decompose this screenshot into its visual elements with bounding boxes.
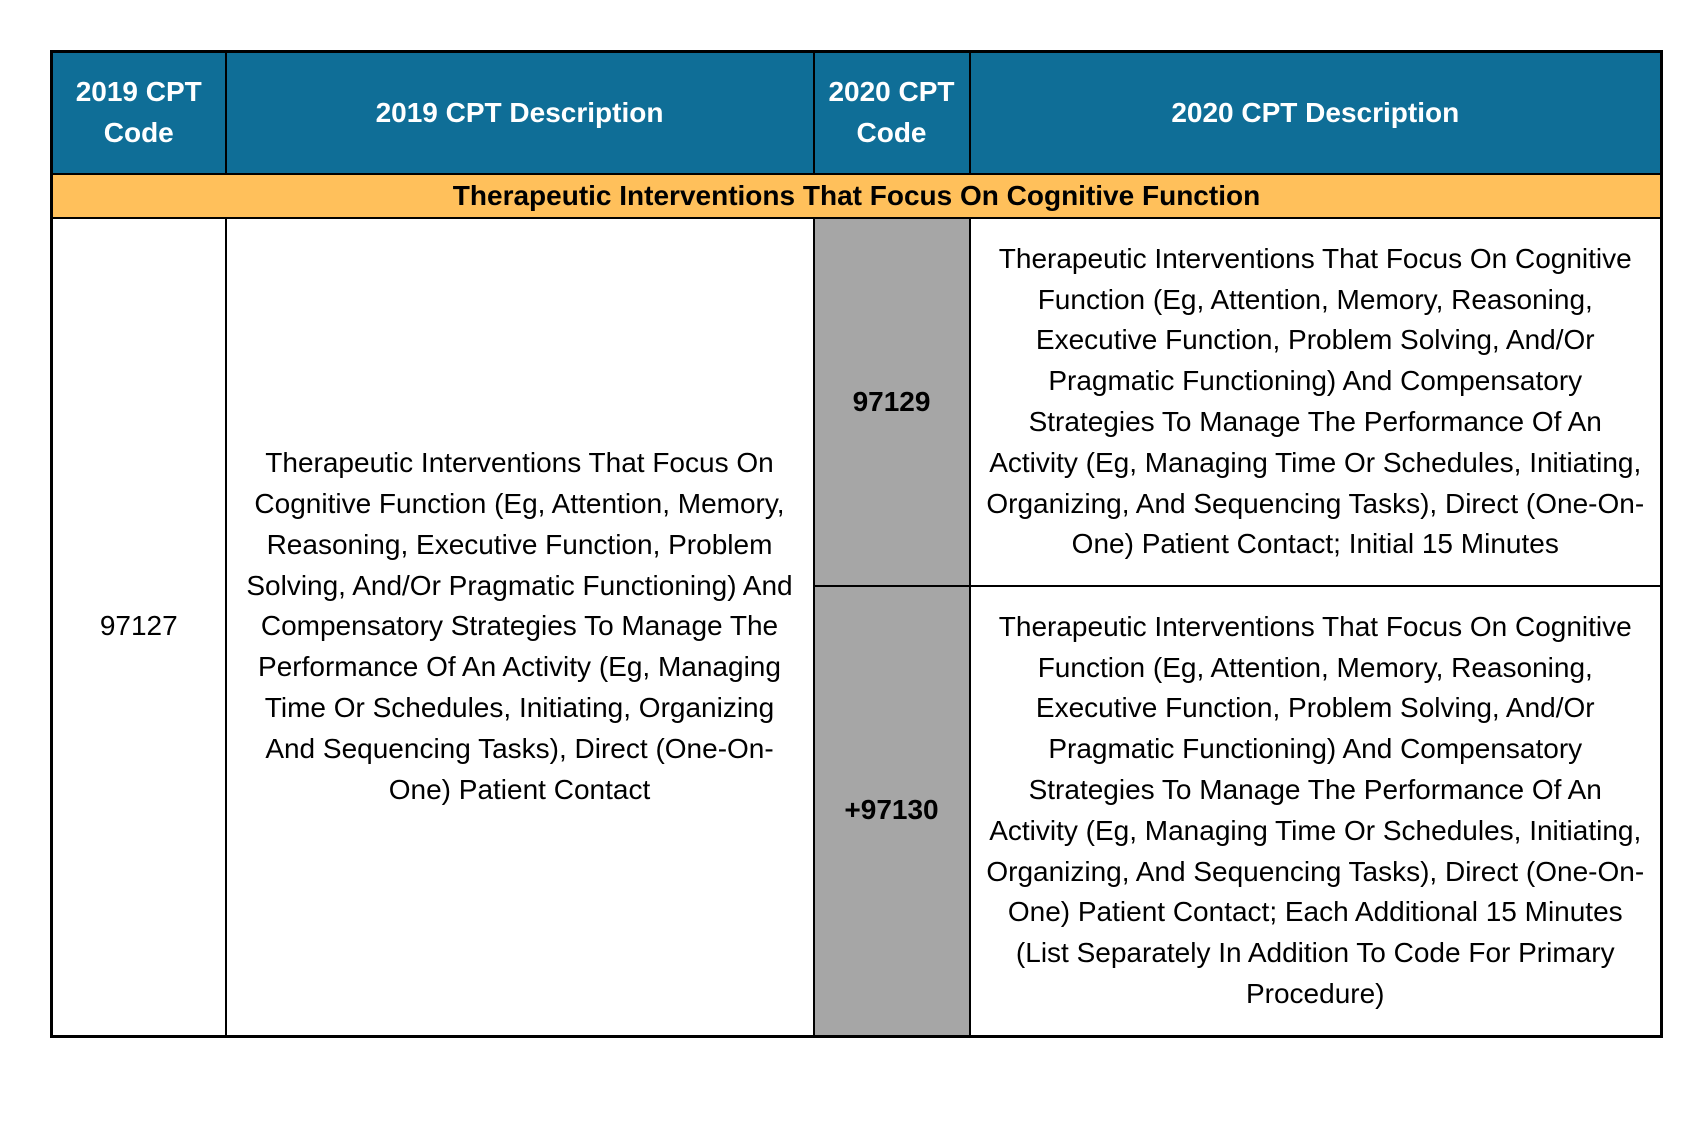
new-description-cell: Therapeutic Interventions That Focus On Cognitive Function (Eg, Attention, Memory, Reasoning, Executive Function, Problem Solving, And/Or Pragmatic Functioning) And Compensatory Strategies To Manage The Performance Of An Activity (Eg, Managing Time Or Schedules, Initiating, Organizing, And Sequencing Tasks), Direct (One-On-One) Patient Contact; Each Additional 15 Minutes (List Separately In Addition To Code For Primary Procedure) [970,586,1662,1036]
header-2019-cpt-description: 2019 CPT Description [226,52,814,175]
section-title: Therapeutic Interventions That Focus On Cognitive Function [52,174,1662,218]
header-row [52,52,1662,175]
section-row [52,174,1662,218]
header-2020-cpt-description: 2020 CPT Description [970,52,1662,175]
new-code-cell: 97129 [814,218,970,586]
new-description-cell: Therapeutic Interventions That Focus On Cognitive Function (Eg, Attention, Memory, Reasoning, Executive Function, Problem Solving, And/Or Pragmatic Functioning) And Compensatory Strategies To Manage The Performance Of An Activity (Eg, Managing Time Or Schedules, Initiating, Organizing, And Sequencing Tasks), Direct (One-On-One) Patient Contact; Initial 15 Minutes [970,218,1662,586]
header-2020-cpt-code: 2020 CPT Code [814,52,970,175]
old-description-cell: Therapeutic Interventions That Focus On Cognitive Function (Eg, Attention, Memory, Reasoning, Executive Function, Problem Solving, And/Or Pragmatic Functioning) And Compensatory Strategies To Manage The Performance Of An Activity (Eg, Managing Time Or Schedules, Initiating, Organizing And Sequencing Tasks), Direct (One-On-One) Patient Contact [226,218,814,1036]
header-2019-cpt-code: 2019 CPT Code [52,52,226,175]
old-code-cell: 97127 [52,218,226,1036]
new-code-cell: +97130 [814,586,970,1036]
table-row [52,218,1662,586]
cpt-code-table [50,50,1663,1038]
